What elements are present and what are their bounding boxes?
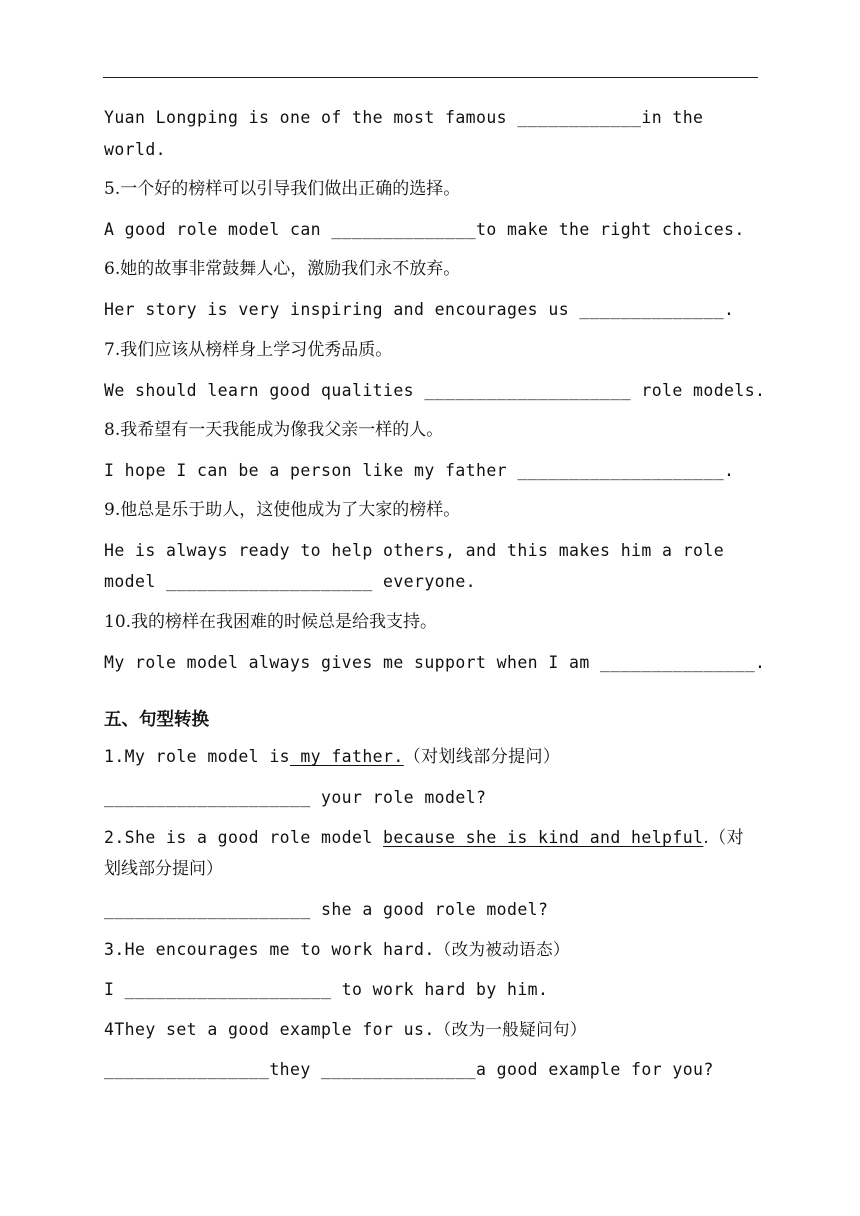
q7-english: We should learn good qualities ____________________ role models. — [104, 381, 766, 400]
q10-chinese: 10.我的榜样在我困难的时候总是给我支持。 — [104, 612, 438, 632]
s2-instruction-cont: 划线部分提问） — [104, 859, 223, 879]
q6-chinese: 6.她的故事非常鼓舞人心，激励我们永不放弃。 — [104, 259, 461, 279]
s4-answer: ________________they _______________a good example for you? — [104, 1060, 714, 1079]
q4-english-line2: world. — [104, 140, 167, 159]
q9-english-line1: He is always ready to help others, and this makes him a role — [104, 541, 725, 560]
q4-english-line1: Yuan Longping is one of the most famous ____________in the — [104, 108, 704, 127]
header-rule — [103, 77, 758, 78]
s1-question — [104, 747, 560, 767]
q9-english-line2: model ____________________ everyone. — [104, 572, 477, 591]
s2-underlined: because she is kind and helpful — [383, 828, 704, 847]
s2-question — [104, 828, 744, 848]
s1-underlined: my father. — [290, 747, 404, 766]
s2-prefix: 2.She is a good role model — [104, 828, 384, 847]
s3-question: 3.He encourages me to work hard.（改为被动语态） — [104, 940, 570, 959]
s3-answer: I ____________________ to work hard by him. — [104, 980, 549, 999]
s1-instruction: （对划线部分提问） — [403, 747, 561, 767]
q10-english: My role model always gives me support when I am _______________. — [104, 653, 766, 672]
s2-suffix: .（对 — [703, 828, 744, 848]
s1-answer: ____________________ your role model? — [104, 788, 487, 807]
q6-english: Her story is very inspiring and encourages us ______________. — [104, 300, 735, 319]
q5-chinese: 5.一个好的榜样可以引导我们做出正确的选择。 — [104, 179, 461, 199]
s1-prefix: 1.My role model is — [104, 747, 291, 766]
s4-question: 4They set a good example for us.（改为一般疑问句） — [104, 1020, 587, 1039]
q7-chinese: 7.我们应该从榜样身上学习优秀品质。 — [104, 340, 393, 360]
q8-chinese: 8.我希望有一天我能成为像我父亲一样的人。 — [104, 420, 444, 440]
s2-answer: ____________________ she a good role model? — [104, 900, 549, 919]
q8-english: I hope I can be a person like my father ____________________. — [104, 461, 735, 480]
q5-english: A good role model can ______________to make the right choices. — [104, 220, 745, 239]
section-title: 五、句型转换 — [104, 710, 209, 730]
q9-chinese: 9.他总是乐于助人，这使他成为了大家的榜样。 — [104, 500, 461, 520]
